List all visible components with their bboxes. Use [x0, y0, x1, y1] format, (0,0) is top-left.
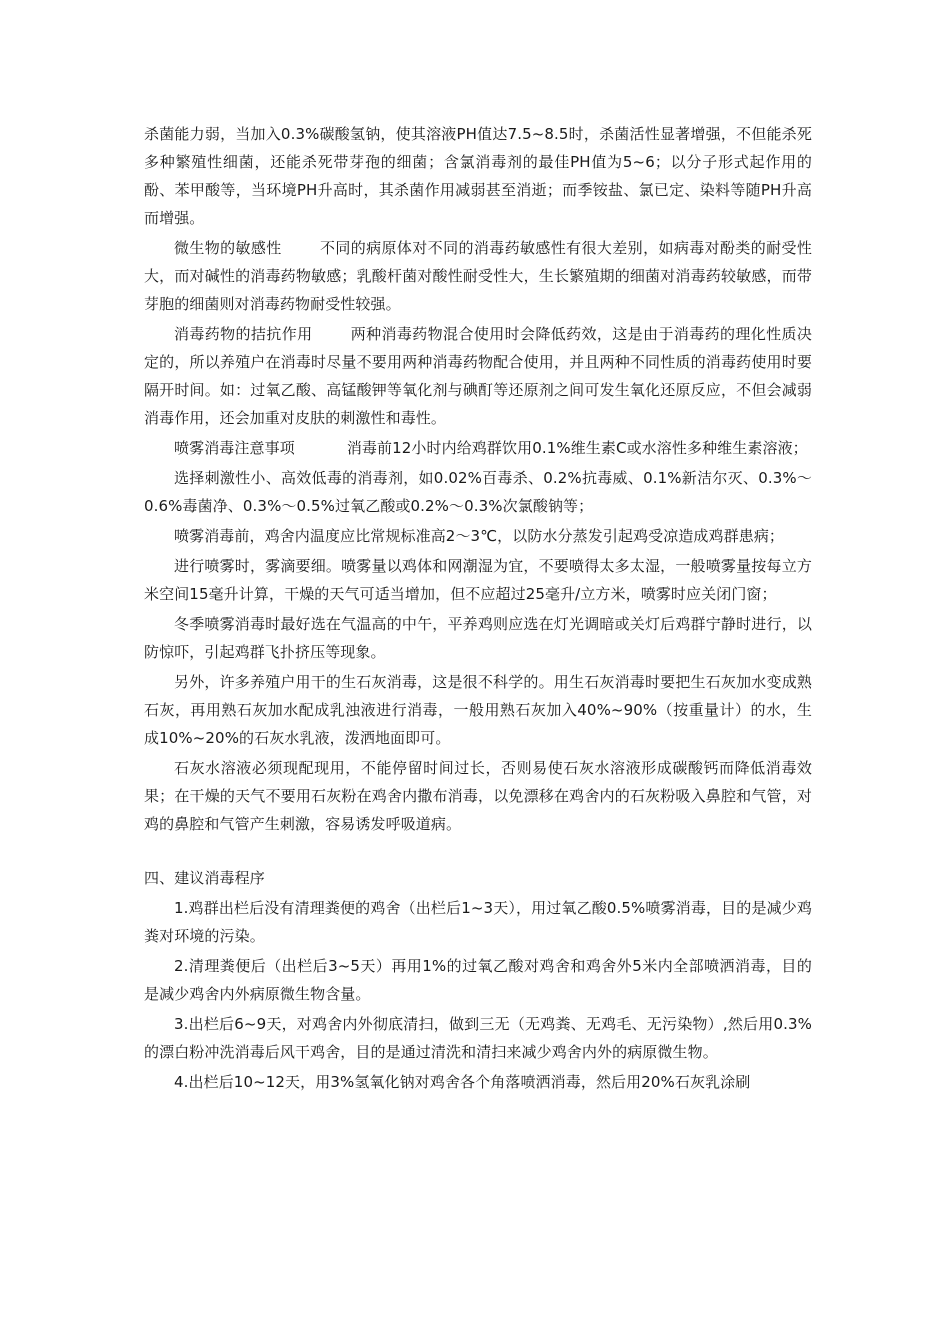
paragraph-text: 进行喷雾时，雾滴要细。喷雾量以鸡体和网潮湿为宜，不要喷得太多太湿，一般喷雾量按每立方米空间15毫升计算，干燥的天气可适当增加，但不应超过25毫升/立方米，喷雾时应关闭门窗； [144, 557, 812, 603]
paragraph-ph-effect [144, 120, 812, 232]
step-text: 2.清理粪便后（出栏后3~5天）再用1%的过氧乙酸对鸡舍和鸡舍外5米内全部喷洒消毒，目的是减少鸡舍内外病原微生物含量。 [144, 957, 812, 1003]
paragraph-text: 石灰水溶液必须现配现用，不能停留时间过长，否则易使石灰水溶液形成碳酸钙而降低消毒效果；在干燥的天气不要用石灰粉在鸡舍内撒布消毒，以免漂移在鸡舍内的石灰粉吸入鼻腔和气管，对鸡的鼻腔和气管产生刺激，容易诱发呼吸道病。 [144, 759, 812, 833]
paragraph-lead: 喷雾消毒注意事项 [174, 439, 295, 457]
paragraph-temperature [144, 522, 812, 550]
section-heading: 四、建议消毒程序 [144, 869, 265, 887]
paragraph-text: 另外，许多养殖户用干的生石灰消毒，这是很不科学的。用生石灰消毒时要把生石灰加水变成熟石灰，再用熟石灰加水配成乳浊液进行消毒，一般用熟石灰加入40%~90%（按重量计）的水，生成10%~20%的石灰水乳液，泼洒地面即可。 [144, 673, 812, 747]
paragraph-text: 喷雾消毒前，鸡舍内温度应比常规标准高2～3℃，以防水分蒸发引起鸡受凉造成鸡群患病； [174, 527, 785, 545]
paragraph-antagonism [144, 320, 812, 432]
step-item [144, 894, 812, 950]
step-text: 3.出栏后6~9天，对鸡舍内外彻底清扫，做到三无（无鸡粪、无鸡毛、无污染物）,然后用0.3%的漂白粉冲洗消毒后风干鸡舍，目的是通过清洗和清扫来减少鸡舍内外的病原微生物。 [144, 1015, 812, 1061]
paragraph-text: 两种消毒药物混合使用时会降低药效，这是由于消毒药的理化性质决定的，所以养殖户在消毒时尽量不要用两种消毒药物配合使用，并且两种不同性质的消毒药使用时要隔开时间。如：过氧乙酸、高锰酸钾等氧化剂与碘酊等还原剂之间可发生氧化还原反应，不但会减弱消毒作用，还会加重对皮肤的刺激性和毒性。 [144, 325, 812, 427]
paragraph-text: 选择刺激性小、高效低毒的消毒剂，如0.02%百毒杀、0.2%抗毒威、0.1%新洁尔灭、0.3%～0.6%毒菌净、0.3%～0.5%过氧乙酸或0.2%～0.3%次氯酸钠等； [144, 469, 812, 515]
paragraph-text: 不同的病原体对不同的消毒药敏感性有很大差别，如病毒对酚类的耐受性大，而对碱性的消毒药物敏感；乳酸杆菌对酸性耐受性大，生长繁殖期的细菌对消毒药较敏感，而带芽胞的细菌则对消毒药物耐受性较强。 [144, 239, 813, 313]
document-body [144, 120, 812, 1098]
step-item [144, 1068, 812, 1096]
paragraph-lead: 微生物的敏感性 [174, 239, 282, 257]
paragraph-lead: 消毒药物的拮抗作用 [174, 325, 313, 343]
step-text: 1.鸡群出栏后没有清理粪便的鸡舍（出栏后1~3天），用过氧乙酸0.5%喷雾消毒，目的是减少鸡粪对环境的污染。 [144, 899, 812, 945]
paragraph-text: 杀菌能力弱，当加入0.3%碳酸氢钠，使其溶液PH值达7.5~8.5时，杀菌活性显著增强，不但能杀死多种繁殖性细菌，还能杀死带芽孢的细菌；含氯消毒剂的最佳PH值为5~6；以分子形式起作用的酚、苯甲酸等，当环境PH升高时，其杀菌作用减弱甚至消逝；而季铵盐、氯已定、染料等随PH升高而增强。 [144, 125, 812, 227]
paragraph-quicklime [144, 668, 812, 752]
step-text: 4.出栏后10~12天，用3%氢氧化钠对鸡舍各个角落喷洒消毒，然后用20%石灰乳涂刷 [174, 1073, 751, 1091]
paragraph-limewater [144, 754, 812, 838]
step-item [144, 1010, 812, 1066]
paragraph-spray-volume [144, 552, 812, 608]
paragraph-text: 消毒前12小时内给鸡群饮用0.1%维生素C或水溶性多种维生素溶液； [346, 439, 808, 457]
paragraph-microbe-sensitivity [144, 234, 812, 318]
step-item [144, 952, 812, 1008]
paragraph-winter-spray [144, 610, 812, 666]
paragraph-spray-notes [144, 434, 812, 462]
paragraph-text: 冬季喷雾消毒时最好选在气温高的中午，平养鸡则应选在灯光调暗或关灯后鸡群宁静时进行，以防惊吓，引起鸡群飞扑挤压等现象。 [144, 615, 812, 661]
paragraph-disinfectant-choice [144, 464, 812, 520]
